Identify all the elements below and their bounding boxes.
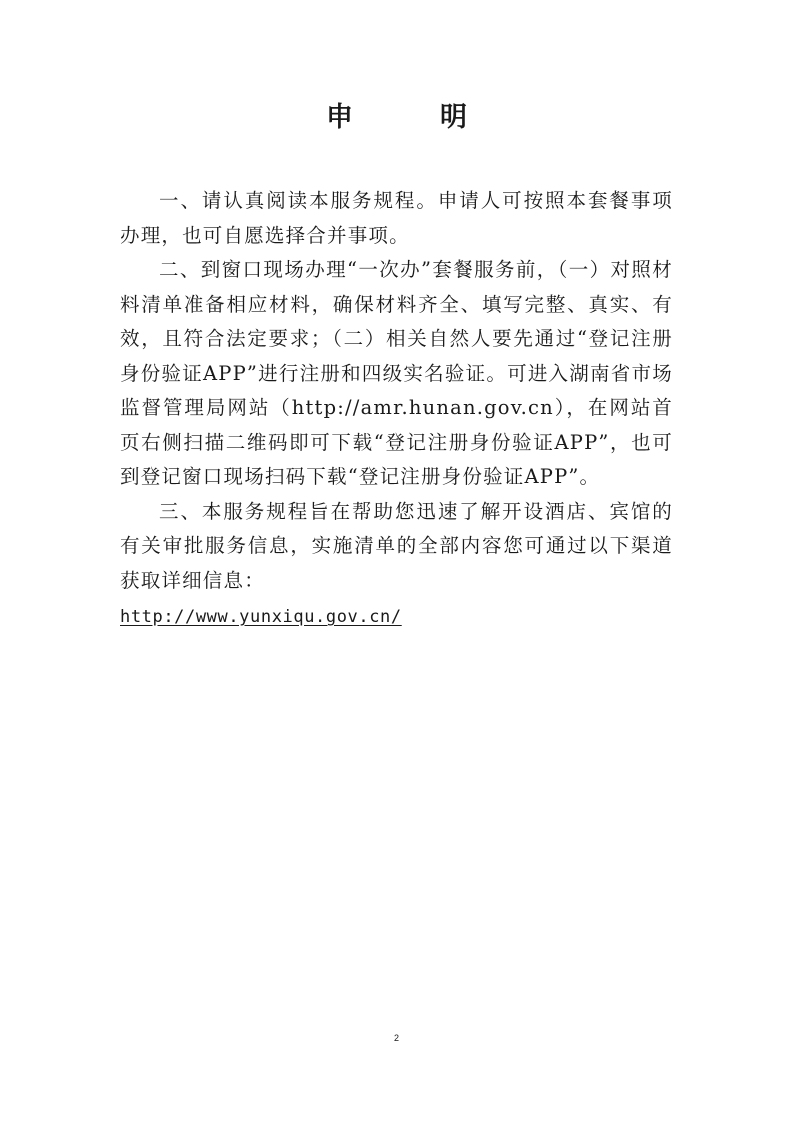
page-title: 申 明 <box>326 102 497 133</box>
paragraph-2: 二、到窗口现场办理“一次办”套餐服务前，（一）对照材料清单准备相应材料，确保材料齐全、填写完整、真实、有效，且符合法定要求；（二）相关自然人要先通过“登记注册身份验证APP”进行注册和四级实名验证。可进入湖南省市场监督管理局网站（http://amr.hunan.gov.cn），在网站首页右侧扫描二维码即可下载“登记注册身份验证APP”，也可到登记窗口现场扫码下载“登记注册身份验证APP”。 <box>120 258 673 488</box>
paragraph-3: 三、本服务规程旨在帮助您迅速了解开设酒店、宾馆的有关审批服务信息，实施清单的全部内容您可通过以下渠道获取详细信息： <box>120 499 673 592</box>
website-link[interactable]: http://www.yunxiqu.gov.cn/ <box>120 607 402 627</box>
document-body <box>120 184 673 635</box>
paragraph-1: 一、请认真阅读本服务规程。申请人可按照本套餐事项办理，也可自愿选择合并事项。 <box>120 189 673 247</box>
page-number: 2 <box>393 1033 399 1043</box>
